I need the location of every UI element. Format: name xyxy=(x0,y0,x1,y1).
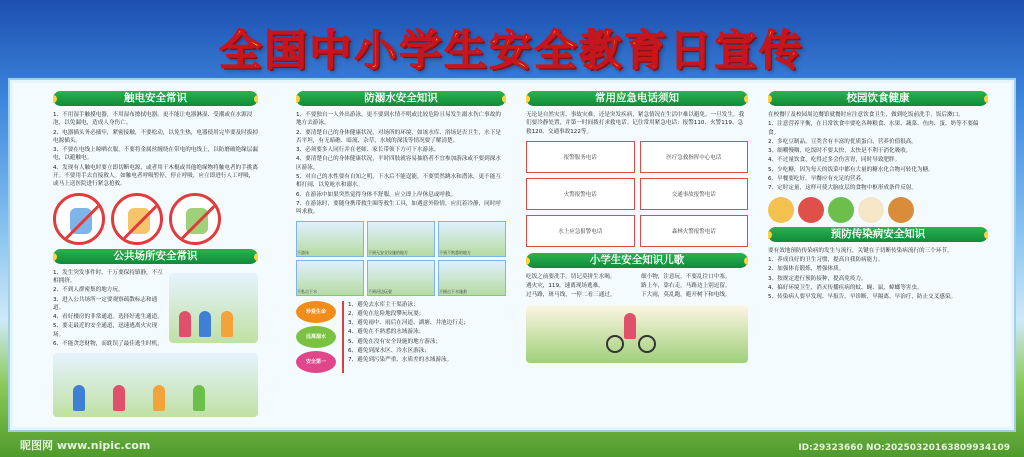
scene-panel: 不私自下水 xyxy=(296,260,364,296)
song-line: 路上车，靠右走，马路边上别逗留。 xyxy=(641,283,731,290)
text-disease-2: 2、加强体育锻炼，增强体质。 xyxy=(768,266,845,273)
text-drown-7: 7、在游泳时，要随身携带救生圈等救生工具，如遇意外险情，应沉着冷静，同时呼叫求救。 xyxy=(296,200,501,216)
rule-5: 5、避免在没有安全设施的地方游泳； xyxy=(348,338,442,345)
elevator-illustration xyxy=(169,273,258,343)
banner-electric-safety: 触电安全常识 xyxy=(53,91,258,106)
watermark-id: ID:29323660 NO:20250320163809934109 xyxy=(798,443,1010,453)
scene-panel: 不游泳 xyxy=(296,221,364,257)
text-drown-6: 6、在游泳中如果突然觉得身体不舒服，应立即上岸休息或呼救。 xyxy=(296,191,457,198)
text-food-4: 4、不过量饮食，吃得过多会伤害胃，同时导致肥胖。 xyxy=(768,157,901,164)
no-kite-icon xyxy=(169,193,221,245)
song-line: 下大雨，莫乱跑，避开树下和电线。 xyxy=(641,292,731,299)
text-electric-4: 4、发现有人触电时要立即切断电源，或者用干木棍或其他绝缘物将触电者的手挑离开。不要用手去直接救人。如触电者呼吸暂停，停止呼吸，应立即进行人工呼吸，或马上送医院进行紧急抢救。 xyxy=(53,164,258,188)
text-emergency: 无论是自然灾害、事故灾难，还是突发疾病，紧急情况在生活中难以避免。一旦发生，我们要冷静处置，并第一时间拨打求救电话。记住常用紧急电话：报警110、火警119、急救120、交通事故122等。 xyxy=(526,112,745,135)
rule-2: 2、避免在危险地段攀玩玩耍； xyxy=(348,310,425,317)
text-electric-2: 2、电器插头务必插牢，紧密接触，不要松动，以免生热，电器使用完毕要及时拔掉电源插头。 xyxy=(53,129,258,144)
text-disease-0: 要有效地预防传染病的发生与流行，关键在于切断传染病流行的三个环节。 xyxy=(768,247,953,254)
bike-illustration xyxy=(526,305,748,363)
banner-food-health: 校园饮食健康 xyxy=(768,91,988,106)
phone-card: 火警报警电话 xyxy=(526,178,635,210)
song-lines xyxy=(526,273,748,301)
column-drowning xyxy=(296,91,506,427)
text-drown-4: 4、要清楚自己的身体健康状况，平时四肢就容易抽筋者不宜参加游泳或不要到深水区游泳。 xyxy=(296,156,501,171)
song-line: 吃饭之前要洗手，切记莫拼生水喝。 xyxy=(526,273,616,280)
rule-7: 7、避免到污染严重、水质差的水域游泳。 xyxy=(348,357,453,364)
slogan-bubble: 安全第一 xyxy=(296,351,336,373)
page-title: 全国中小学生安全教育日宣传 xyxy=(219,26,805,75)
text-food-3: 3、细嚼慢咽，吃饭时不要太快，太快是不利于消化吸收。 xyxy=(768,148,912,155)
text-food-6: 6、早餐要吃好，早餐应有充足的营养。 xyxy=(768,176,867,183)
text-public-5: 5、要走最近的安全通道，迅速逃离火灾现场。 xyxy=(53,323,158,338)
banner-safety-song: 小学生安全知识儿歌 xyxy=(526,253,748,268)
phone-card: 医疗急救指挥中心电话 xyxy=(640,141,749,173)
text-drown-2: 2、要清楚自己的身体健康状况，对场所的环境，如该水库、浴场是否卫生，水下是否平坦，有无暗礁、暗流、杂草，水域的深浅等情况要了解清楚。 xyxy=(296,129,501,144)
slogan-bubble: 远离溺水 xyxy=(296,326,336,348)
banner-disease-prevention: 预防传染病安全知识 xyxy=(768,227,988,242)
phone-cards xyxy=(526,141,748,247)
scene-panel: 不擅自下水施救 xyxy=(438,260,506,296)
song-line: 遇火灾，119，速离现场逃难。 xyxy=(526,283,604,290)
watermark-site: 昵图网 www.nipic.com xyxy=(20,439,151,452)
text-disease-1: 1、养成良好的卫生习惯，提高自我防病能力。 xyxy=(768,256,884,263)
food-illustration xyxy=(768,197,988,223)
text-disease-4: 4、搞好环境卫生，消灭传播疾病的蚊、蝇、鼠、蟑螂等害虫。 xyxy=(768,284,923,291)
text-food-1: 1、注意营养平衡，在日常饮食中要吃各种粮食、水果、蔬菜、鱼肉、蛋、奶等不要偏食。 xyxy=(768,121,979,136)
banner-public-safety: 公共场所安全常识 xyxy=(53,249,258,264)
electric-warning-images xyxy=(53,193,258,245)
text-drown-3: 3、必须要多人同行并在老师、家长带领下方可下水游泳。 xyxy=(296,147,440,154)
text-public-3: 3、进入公共场所一定要观察疏散标志和通道。 xyxy=(53,296,158,311)
drowning-scenes xyxy=(296,221,506,296)
text-public-1: 1、发生突发事件时，千万要保持镇静，不互相拥挤。 xyxy=(53,269,163,284)
column-phone-song xyxy=(526,91,748,427)
text-public-4: 4、看好楼房的非常通道。选择好逃生通道。 xyxy=(53,314,163,321)
text-drown-1: 1、不要独自一人外出游泳，更不要到水情不明或比较危险且易发生溺水伤亡事故的地方去游泳。 xyxy=(296,112,501,127)
scene-panel: 不到无安全设施的地方 xyxy=(367,221,435,257)
banner-drowning-safety: 防溺水安全知识 xyxy=(296,91,506,106)
phone-card: 水上应急报警电话 xyxy=(526,215,635,247)
phone-card: 报警服务电话 xyxy=(526,141,635,173)
rule-4: 4、避免在不熟悉的水域游泳； xyxy=(348,329,425,336)
text-disease-3: 3、按规定进行预防接种，提高免疫力。 xyxy=(768,275,867,282)
phone-card: 森林火警报警电话 xyxy=(640,215,749,247)
crowd-illustration xyxy=(53,353,258,417)
rule-6: 6、避免到深水区、冷水区游泳； xyxy=(348,348,430,355)
text-food-0: 在校餐厅及校园周边餐馆就餐时应注意饮食卫生，做到吃饭前洗手，饭后漱口。 xyxy=(768,112,964,118)
song-line: 细小物，注意玩，不要乱往口中塞。 xyxy=(641,273,731,280)
column-food-disease xyxy=(768,91,988,427)
text-food-5: 5、少吃糖，因为每天的饭菜中都有大量的糖水化合物可转化为糖。 xyxy=(768,166,934,173)
text-public-2: 2、不到人群密集的地方玩。 xyxy=(53,287,124,294)
text-drown-5: 5、对自己的水性要有自知之明，下水后不能逞能，不要贸然跳水和潜泳，更不能互相打闹，以免呛水和溺水。 xyxy=(296,174,501,189)
text-food-2: 2、多吃豆制品，豆类含有丰富的优质蛋白，营养价值很高。 xyxy=(768,138,917,145)
column-electric-public xyxy=(53,91,258,427)
scene-panel: 不到不熟悉的地方 xyxy=(438,221,506,257)
text-electric-3: 3、不要在电线上晾晒衣服，不要将金属丝缠绕在带电的电线上，以防磨破绝缘层漏电，以避触电。 xyxy=(53,147,258,162)
banner-emergency-phone: 常用应急电话须知 xyxy=(526,91,748,106)
phone-card: 交通事故报警电话 xyxy=(640,178,749,210)
text-food-7: 7、定时定量，这样可使大脑皮层的食物中枢形成条件反射。 xyxy=(768,185,917,192)
scene-panel: 不到河边玩耍 xyxy=(367,260,435,296)
rule-1: 1、避免去水库主干渠游泳； xyxy=(348,301,419,308)
slogan-bubble: 珍爱生命 xyxy=(296,301,336,323)
text-public-6: 6、不能贪恋财物，而耽误了最佳逃生时机。 xyxy=(53,341,163,348)
text-electric-1: 1、不用湿手触摸电器，不用湿布擦拭电器。更不能让电器淋湿、受潮或在水源浸泡，以免漏电，造成人身伤亡。 xyxy=(53,112,253,127)
poster-board xyxy=(10,80,1014,430)
rule-3: 3、避免雨中、雨后在河道、湖塘、井池边行走； xyxy=(348,320,470,327)
no-touch-icon xyxy=(53,193,105,245)
text-disease-5: 5、传染病人要早发现、早报告、早诊断、早隔离、早治疗，防止交叉感染。 xyxy=(768,294,957,301)
no-wet-hand-icon xyxy=(111,193,163,245)
song-line: 过马路，斑马线，一停二看三通过。 xyxy=(526,292,616,299)
